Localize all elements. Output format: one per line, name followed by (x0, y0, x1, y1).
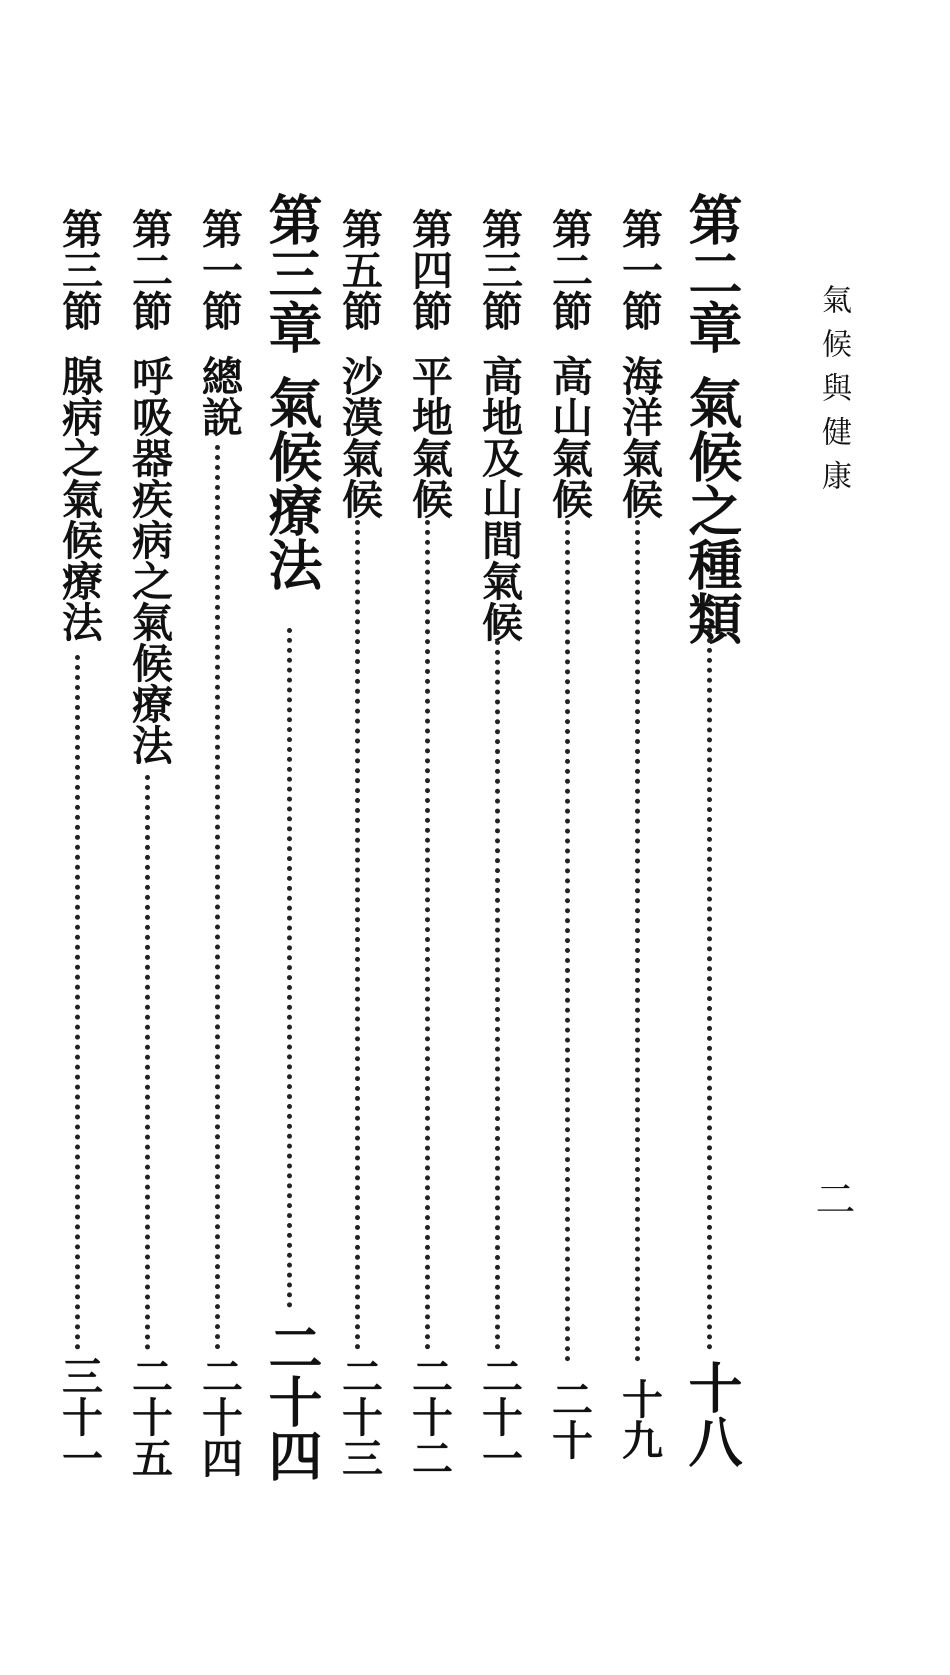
chapter-title: 氣候之種類 (680, 375, 744, 645)
section-label: 第二節 (125, 208, 173, 331)
section-label: 第三節 (55, 208, 103, 331)
chapter-page: 十八 (680, 1360, 744, 1468)
dot-leader (495, 630, 500, 1350)
section-page: 二十四 (195, 1355, 243, 1478)
section-page: 二十三 (335, 1355, 383, 1478)
page-number: 二 (809, 1178, 855, 1218)
section-title: 海洋氣候 (615, 355, 663, 519)
dot-leader (355, 520, 360, 1350)
dot-leader (215, 445, 220, 1350)
section-label: 第一節 (615, 208, 663, 331)
dot-leader (75, 655, 80, 1350)
section-label: 第五節 (335, 208, 383, 331)
section-title: 呼吸器疾病之氣候療法 (125, 355, 173, 765)
section-page: 三十一 (55, 1355, 103, 1478)
section-page: 十九 (615, 1378, 663, 1460)
section-title: 總說 (195, 355, 243, 437)
section-title: 沙漠氣候 (335, 355, 383, 519)
chapter-page: 二十四 (260, 1320, 324, 1482)
chapter-label: 第二章 (680, 192, 744, 354)
section-page: 二十一 (475, 1355, 523, 1478)
section-page: 二十二 (405, 1355, 453, 1478)
section-title: 腺病之氣候療法 (55, 355, 103, 642)
section-page: 二十五 (125, 1355, 173, 1478)
chapter-title: 氣候療法 (260, 375, 324, 591)
section-label: 第三節 (475, 208, 523, 331)
dot-leader (287, 628, 292, 1308)
dot-leader (565, 520, 570, 1362)
chapter-label: 第三章 (260, 192, 324, 354)
dot-leader (425, 520, 430, 1350)
dot-leader (145, 775, 150, 1350)
dot-leader (635, 520, 640, 1362)
section-title: 高山氣候 (545, 355, 593, 519)
dot-leader (707, 628, 712, 1350)
section-title: 高地及山間氣候 (475, 355, 523, 642)
section-page: 二十 (545, 1378, 593, 1460)
section-label: 第四節 (405, 208, 453, 331)
running-head: 氣候與健康 (816, 284, 851, 504)
section-label: 第一節 (195, 208, 243, 331)
section-title: 平地氣候 (405, 355, 453, 519)
section-label: 第二節 (545, 208, 593, 331)
